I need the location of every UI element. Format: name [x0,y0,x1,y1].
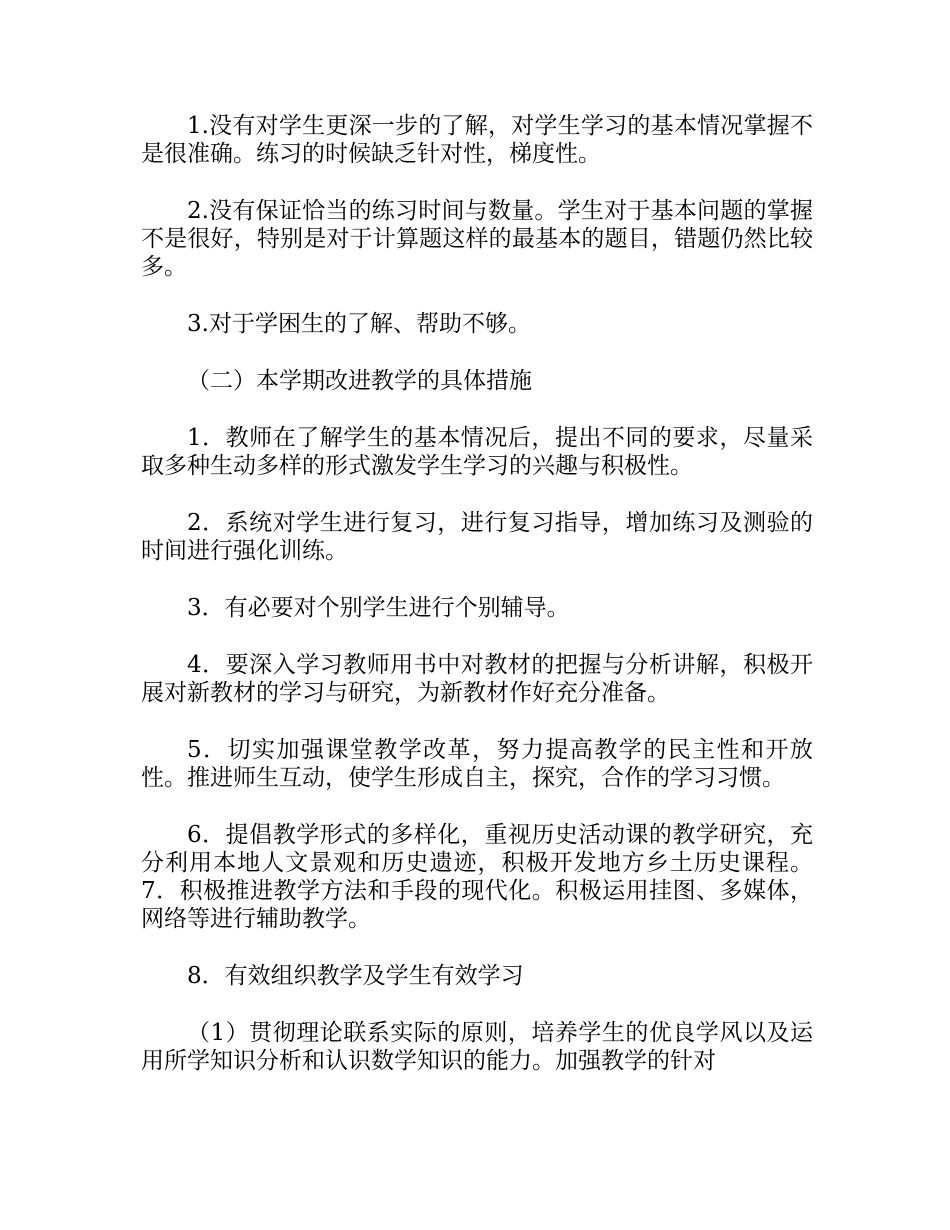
paragraph-issue-3: 3.对于学困生的了解、帮助不够。 [187,311,531,337]
paragraph-measure-2: 2．系统对学生进行复习，进行复习指导，增加练习及测验的时间进行强化训练。 [141,510,813,564]
paragraph-measure-6-7: 6．提倡教学形式的多样化，重视历史活动课的教学研究，充分利用本地人文景观和历史遗迹，积极开发地方乡土历史课程。7．积极推进教学方法和手段的现代化。积极运用挂图、多媒体，网络等进行辅助教学。 [141,822,813,932]
paragraph-measure-1: 1．教师在了解学生的基本情况后，提出不同的要求，尽量采取多种生动多样的形式激发学生学习的兴趣与积极性。 [141,425,813,479]
paragraph-measure-5: 5．切实加强课堂教学改革，努力提高教学的民主性和开放性。推进师生互动，使学生形成自主，探究，合作的学习习惯。 [141,737,813,791]
paragraph-measure-8: 8．有效组织教学及学生有效学习 [187,963,524,989]
paragraph-measure-3: 3．有必要对个别学生进行个别辅导。 [187,595,570,621]
paragraph-issue-1: 1.没有对学生更深一步的了解，对学生学习的基本情况掌握不是很准确。练习的时候缺乏针对性，梯度性。 [141,113,813,167]
section-heading: （二）本学期改进教学的具体措施 [187,368,532,394]
document-body [141,112,813,1104]
paragraph-subitem-1: （1）贯彻理论联系实际的原则，培养学生的优良学风以及运用所学知识分析和认识数学知识的能力。加强教学的针对 [141,1020,813,1074]
paragraph-issue-2: 2.没有保证恰当的练习时间与数量。学生对于基本问题的掌握不是很好，特别是对于计算题这样的最基本的题目，错题仍然比较多。 [141,198,813,280]
paragraph-measure-4: 4．要深入学习教师用书中对教材的把握与分析讲解，积极开展对新教材的学习与研究，为新教材作好充分准备。 [141,652,813,706]
